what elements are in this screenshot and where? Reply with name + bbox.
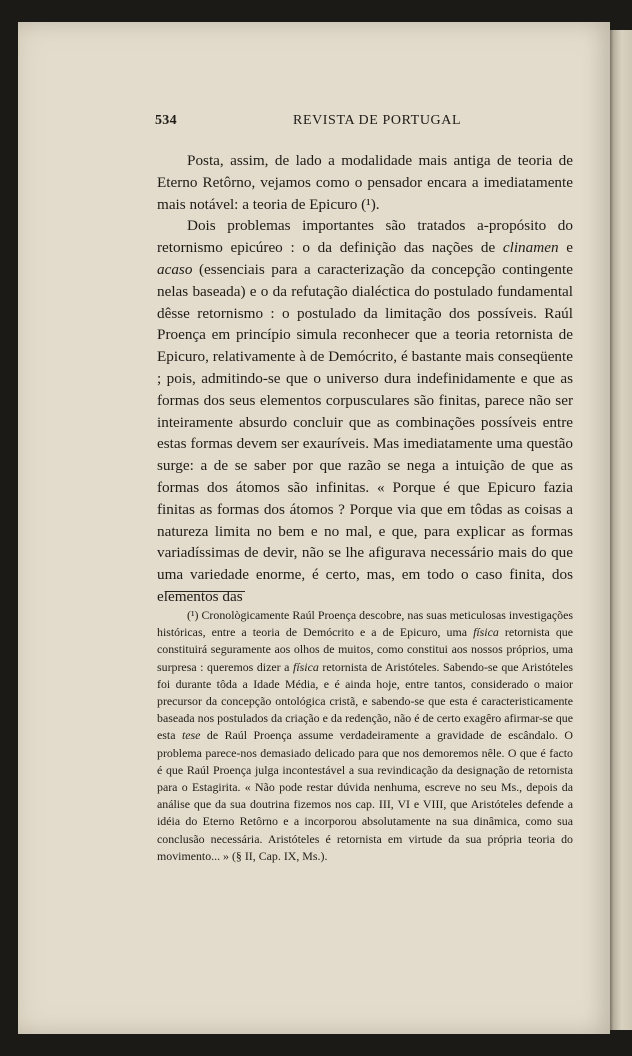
- paragraph-2-text-b: e: [558, 239, 573, 257]
- footnote-separator: [165, 591, 245, 592]
- paragraph-2-text-c: (essenciais para a caracterização da concepção contingente nelas baseada) e o da refutação dialéctica do postulado fundamental dêsse retornismo : o postulado da limitação dos possíveis. Raúl Proença em princípio simula reconhecer que a teoria retornista de Epicuro, relativamente à de Demócrito, é bastante mais conseqüente ; pois, admitindo-se que o universo dura indefinidamente e que as formas dos seus elementos corpusculares são finitas, parece não ser inteiramente absurdo concluir que as combinações possíveis entre estas formas devem ser exauríveis. Mas imediatamente uma questão surge: a de se saber por que razão se nega a intuição de que as formas dos átomos são infinitas. « Porque é que Epicuro fazia finitas as formas dos átomos ? Porque via que em tôdas as coisas a natureza limita no bem e no mal, e que, para explicar as formas variadíssimas de devir, não se lhe afigurava necessário mais do que uma variedade enorme, é certo, mas, em todo o caso finita, dos elementos das: [157, 260, 573, 605]
- footnote-text-a: (¹) Cronològicamente Raúl Proença descobre, nas suas meticulosas investigações históricas, entre a teoria de Demócrito e a de Epicuro, uma: [157, 608, 573, 640]
- page-number: 534: [155, 113, 177, 128]
- page-header: [155, 113, 575, 133]
- term-fisica-1: física: [473, 625, 499, 640]
- term-clinamen: clinamen: [502, 239, 559, 257]
- footnote-paragraph: [157, 607, 573, 865]
- paragraph-2: [157, 215, 573, 607]
- main-text: [157, 150, 573, 608]
- paragraph-2-text-a: Dois problemas importantes são tratados a-propósito do retornismo epicúreo : o da definição das nações de: [157, 217, 573, 257]
- footnote-text-d: de Raúl Proença assume verdadeiramente a gravidade de escândalo. O problema parece-nos demasiado delicado para que nos demoremos nêle. O que é facto é que Raúl Proença julga incontestável a sua revindicação da designação de retornista para o Estagirita. « Não pode restar dúvida nenhuma, escreve no seu Ms., depois da análise que da sua doutrina fizemos nos cap. III, VI e VIII, que Aristóteles defende a idéia do Eterno Retôrno e a incorporou absolutamente na sua dinâmica, como sua conclusão necessária. Aristóteles é retornista em virtude da sua própria teoria do movimento... » (§ II, Cap. IX, Ms.).: [157, 728, 573, 863]
- term-tese: tese: [181, 728, 201, 743]
- footnote-text-b: retornista que constituirá seguramente aos olhos de muitos, como constitui aos nossos próprios, uma surpresa : queremos dizer a: [157, 625, 573, 674]
- term-fisica-2: física: [293, 659, 319, 674]
- paragraph-1: Posta, assim, de lado a modalidade mais antiga de teoria de Eterno Retôrno, vejamos como o pensador encara a imediatamente mais notável: a teoria de Epicuro (¹).: [157, 152, 573, 213]
- term-acaso: acaso: [157, 260, 193, 278]
- footnote-text-c: retornista de Aristóteles. Sabendo-se que Aristóteles foi durante tôda a Idade Média, e é ainda hoje, entre tantos, considerado o maior precursor da concepção ontológica cristã, e sabendo-se que esta é caracteristicamente baseada nos postulados da criação e da redenção, não é de certo exagêro afirmar-se que esta: [157, 659, 573, 743]
- footnote: [157, 607, 573, 865]
- running-title: REVISTA DE PORTUGAL: [293, 113, 462, 128]
